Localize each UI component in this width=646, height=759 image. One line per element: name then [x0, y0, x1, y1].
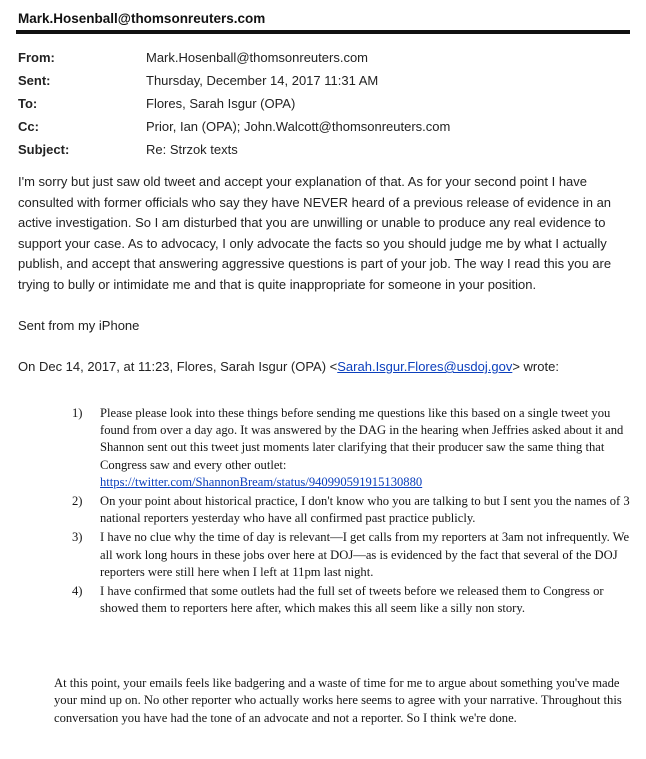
list-number: 1)	[72, 406, 83, 420]
to-label: To:	[18, 96, 38, 111]
list-number: 2)	[72, 494, 83, 509]
cc-row	[18, 115, 628, 138]
header-divider	[16, 30, 630, 34]
subject-label: Subject:	[18, 142, 70, 157]
from-row	[18, 46, 628, 69]
list-number: 4)	[72, 584, 83, 599]
cc-label: Cc:	[18, 119, 39, 134]
list-item	[72, 405, 632, 491]
list-item	[72, 493, 632, 527]
from-label: From:	[18, 50, 55, 65]
list-item-text: Please please look into these things before sending me questions like this based on a single tweet you found from over a day ago. It was answered by the DAG in the hearing when Jeffries asked about it and Shannon sent out this tweet just moments later clarifying that their producer saw the same thing that Congress saw and every other outlet:	[100, 406, 624, 472]
to-value: Flores, Sarah Isgur (OPA)	[146, 96, 296, 111]
list-item-text: I have confirmed that some outlets had the full set of tweets before we released them to Congress or showed them to reporters here after, which makes this all seem like a silly non story.	[100, 584, 604, 616]
attribution-suffix: > wrote:	[512, 359, 559, 374]
list-item	[72, 529, 632, 581]
list-item	[72, 583, 632, 617]
tweet-link[interactable]: https://twitter.com/ShannonBream/status/940990591915130880	[100, 474, 423, 489]
quote-attribution	[18, 359, 630, 374]
list-item-text: On your point about historical practice, I don't know who you are talking to but I sent you the names of 3 national reporters yesterday who have all confirmed past practice publicly.	[100, 494, 630, 526]
mailbox-owner: Mark.Hosenball@thomsonreuters.com	[18, 11, 266, 26]
to-row	[18, 92, 628, 115]
sent-value: Thursday, December 14, 2017 11:31 AM	[146, 73, 379, 88]
sender-email-link[interactable]: Sarah.Isgur.Flores@usdoj.gov	[337, 359, 513, 374]
closing-paragraph: At this point, your emails feels like badgering and a waste of time for me to argue about something you've made your mind up on. No other reporter who actually works here seems to agree with your narrative. Throughout this conversation you have had the tone of an advocate and not a reporter. So I think we're done.	[54, 676, 622, 725]
sent-row	[18, 69, 628, 92]
subject-row	[18, 138, 628, 161]
email-header-fields	[18, 46, 628, 161]
list-item-text: I have no clue why the time of day is relevant—I get calls from my reporters at 3am not infrequently. We all work long hours in these jobs over here at DOJ—as is evidenced by the fact that several of the DOJ reporters were still here when I left at 11pm last night.	[100, 530, 630, 579]
sent-label: Sent:	[18, 73, 51, 88]
subject-value: Re: Strzok texts	[146, 142, 238, 157]
mobile-signature: Sent from my iPhone	[18, 318, 140, 333]
cc-value: Prior, Ian (OPA); John.Walcott@thomsonreuters.com	[146, 119, 451, 134]
attribution-prefix: On Dec 14, 2017, at 11:23, Flores, Sarah Isgur (OPA) <	[18, 359, 338, 374]
reply-paragraph: I'm sorry but just saw old tweet and accept your explanation of that. As for your second point I have consulted with former officials who say they have NEVER heard of a previous release of evidence in an active investigation. So I am disturbed that you are unwilling or unable to produce any real evidence to support your case. As to advocacy, I only advocate the facts so you should judge me by what I actually publish, and accept that answering aggressive questions is part of your job. The way I read this you are trying to bully or intimidate me and that is quite inappropriate for someone in your position.	[18, 174, 612, 292]
quoted-message	[72, 405, 632, 619]
from-value: Mark.Hosenball@thomsonreuters.com	[146, 50, 369, 65]
list-number: 3)	[72, 530, 83, 545]
